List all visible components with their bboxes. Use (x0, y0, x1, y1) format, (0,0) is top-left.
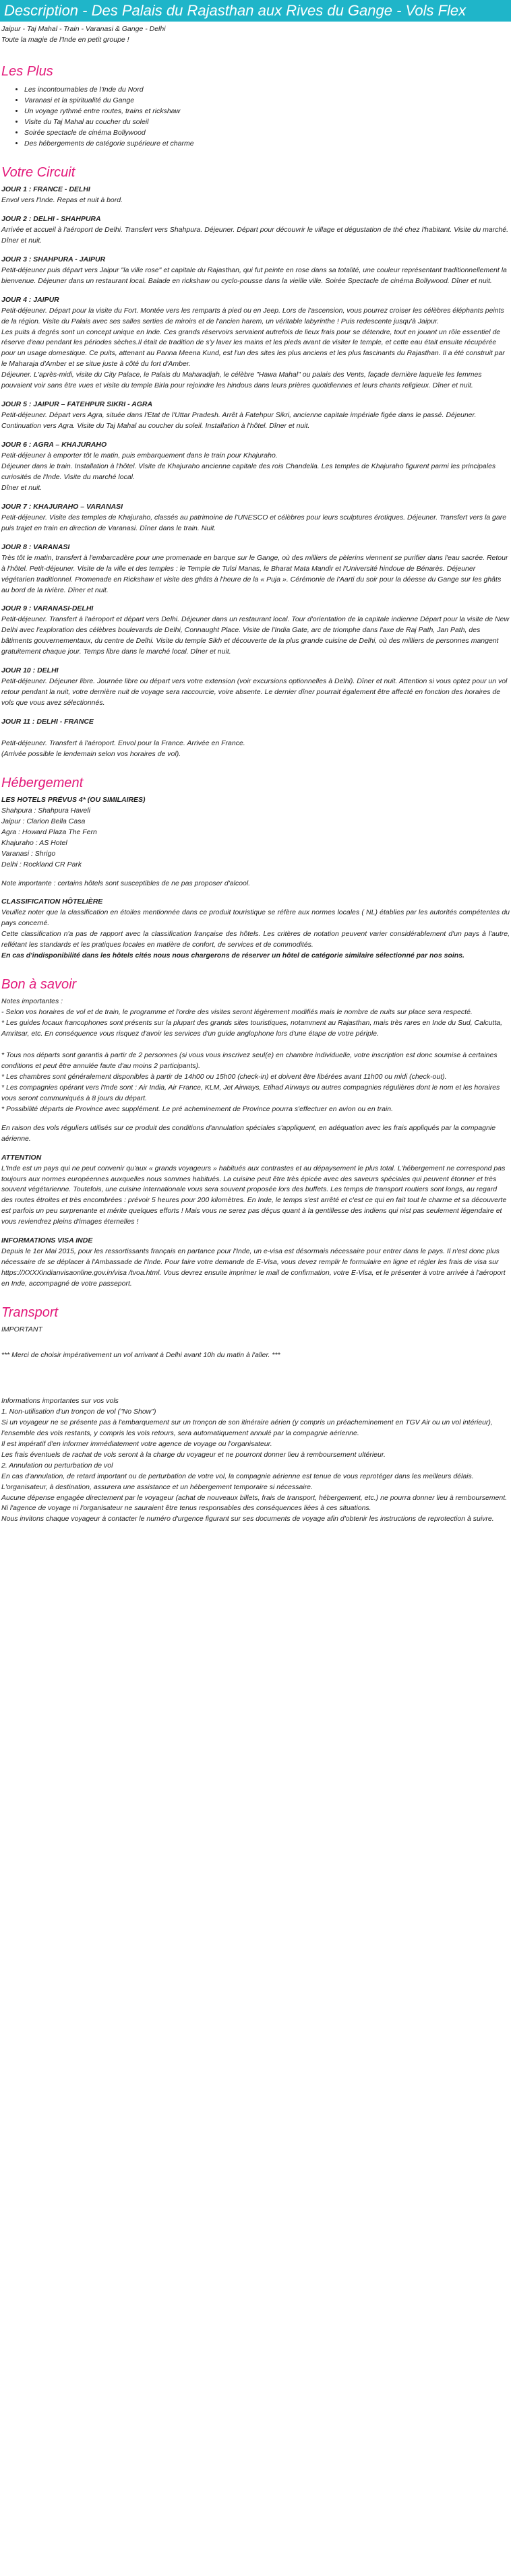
day-title: JOUR 10 : DELHI (1, 666, 59, 675)
day-title: JOUR 5 : JAIPUR – FATEHPUR SIKRI - AGRA (1, 400, 153, 409)
transport-info (1, 1396, 510, 1525)
visa-block (1, 1236, 510, 1290)
day-block (1, 400, 510, 432)
highlight-item: • Visite du Taj Mahal au coucher du soleil (24, 117, 510, 128)
section-title-bon-savoir: Bon à savoir (1, 977, 77, 993)
day-text: Petit-déjeuner. Visite des temples de Khajuraho, classés au patrimoine de l'UNESCO et célèbres pour leurs sculptures érotiques. Déjeuner. Transfert vers la gare puis trajet en train en direction de Varanasi. Dîner dans le train. Nuit. (1, 513, 507, 532)
day-text: Déjeuner dans le train. Installation à l'hôtel. Visite de Khajuraho ancienne capitale des rois Chandella. Les temples de Khajuraho figurent parmi les principales curiosités de l'Inde. Visite du marché local. (1, 462, 496, 481)
transport-line: Les frais éventuels de rachat de vols seront à la charge du voyageur et ne pourront donner lieu à remboursement ultérieur. (1, 1450, 386, 1459)
transport-line: Nous invitons chaque voyageur à contacter le numéro d'urgence figurant sur ses documents de voyage afin d'obtenir les instructions de reprotection à suivre. (1, 1515, 494, 1523)
hotel-item: Jaipur : Clarion Bella Casa (1, 817, 86, 825)
day-title: JOUR 9 : VARANASI-DELHI (1, 604, 94, 613)
transport-info-list (1, 1407, 510, 1525)
day-block (1, 717, 510, 760)
transport-line: Ni l'agence de voyage ni l'organisateur ne sauraient être tenus responsables des conséquences liées à ces situations. (1, 1504, 371, 1513)
day-text: Très tôt le matin, transfert à l'embarcadère pour une promenade en barque sur le Gange, où des milliers de pèlerins viennent se purifier dans l'eau sacrée. Retour à l'hôtel. Petit-déjeuner. Visite de la ville et des temples : le Temple de Tulsi Manas, le Bharat Mata Mandir et l'Université hindoue de Bénarès. Déjeuner végétarien traditionnel. Promenade en Rickshaw et visite des ghâts à l'heure de la « Puja ». Cérémonie de l'Aarti du soir pour la déesse du Gange sur les ghâts au bord de la rivière. Dîner et nuit. (1, 553, 508, 594)
transport-warning: *** Merci de choisir impérativement un vol arrivant à Delhi avant 10h du matin à l'aller. *** (1, 1350, 280, 1359)
transport-important-label: IMPORTANT (1, 1325, 42, 1334)
hotel-item: Khajuraho : AS Hotel (1, 838, 67, 847)
day-text: Petit-déjeuner. Départ vers Agra, située dans l'Etat de l'Uttar Pradesh. Arrêt à Fatehpur Sikri, ancienne capitale impériale figée dans le passé. Déjeuner. Continuation vers Agra. Visite du Taj Mahal au coucher du soleil. Installation à l'hôtel. Dîner et nuit. (1, 411, 477, 431)
day-text: Dîner et nuit. (1, 483, 42, 492)
day-text (1, 728, 510, 739)
hotel-item: Delhi : Rockland CR Park (1, 860, 82, 869)
day-text: Petit-déjeuner. Déjeuner libre. Journée libre ou départ vers votre extension (voir excursions optionnelles à Delhi). Dîner et nuit. Attention si vous optez pour un vol retour pendant la nuit, votre dernière nuit de voyage sera raccourcie, voire absente. Le dernier dîner pourrait également être affecté en fonction des horaires de vols que vous avez sélectionnés. (1, 677, 508, 708)
transport-line: Si un voyageur ne se présente pas à l'embarquement sur un tronçon de son itinéraire aérien (y compris un préacheminement en TGV Air ou un vol intérieur), l'ensemble des vols restants, y compris les vols retours, sera automatiquement annulé par la compagnie aérienne. (1, 1418, 493, 1437)
day-text: Petit-déjeuner. Transfert à l'aéroport. Envol pour la France. Arrivée en France. (1, 739, 245, 747)
attention-text: L'Inde est un pays qui ne peut convenir qu'aux « grands voyageurs » habitués aux contrastes et au dépaysement le plus total. L'hébergement ne correspond pas toujours aux normes européennes auxquelles nous sommes habitués. La cuisine peut être très épicée avec des saveurs spéciales qui peuvent étonner et très souvent végétarienne. Toutefois, une cuisine internationale vous sera souvent proposée lors des buffets. Les temps de transport routiers sont longs, au regard des routes étroites et très encombrées : prévoir 5 heures pour 200 kilomètres. En Inde, le temps s'est arrêté et c'est ce qui en fait tout le charme et sa découverte est parfois un peu surprenante et mérite quelques efforts ! Mais vous ne serez pas déçus quant à la gentillesse des indiens qui nist pas seulement légendaire et vous reviendrez pleins d'images éternelles ! (1, 1164, 507, 1226)
highlight-item: • Soirée spectacle de cinéma Bollywood (24, 128, 510, 139)
day-block (1, 214, 510, 247)
highlights-list (1, 85, 510, 150)
subtitle-line: Toute la magie de l'Inde en petit groupe ! (1, 36, 129, 44)
day-block (1, 255, 510, 287)
transport-info-heading: Informations importantes sur vos vols (1, 1396, 119, 1405)
day-block (1, 295, 510, 392)
visa-heading: INFORMATIONS VISA INDE (1, 1236, 93, 1245)
note-item: * Possibilité départs de Province avec supplément. Le pré acheminement de Province pourra s'effectuer en avion ou en train. (1, 1104, 394, 1113)
section-title-plus: Les Plus (1, 64, 53, 80)
note-item: * Les guides locaux francophones sont présents sur la plupart des grands sites touristiques, notamment au Rajasthan, mais très rares en Inde du Sud, Calcutta, Amritsar, etc. En conséquence vous risquez d'avoir les services d'un guide anglophone lors d'une étape de votre périple. (1, 1019, 502, 1038)
day-text: Arrivée et accueil à l'aéroport de Delhi. Transfert vers Shahpura. Déjeuner. Départ pour découvrir le village et dégustation de thé chez l'habitant. Visite du marché. Dîner et nuit. (1, 225, 509, 245)
transport-line: 2. Annulation ou perturbation de vol (1, 1461, 113, 1470)
highlight-item: • Un voyage rythmé entre routes, trains et rickshaw (24, 106, 510, 117)
hotels-note-text: Note importante : certains hôtels sont susceptibles de ne pas proposer d'alcool. (1, 879, 251, 887)
note-item: - Selon vos horaires de vol et de train, le programme et l'ordre des visites seront légèrement modifiés mais le nombre de nuits sur place sera respecté. (1, 1008, 473, 1017)
day-title: JOUR 11 : DELHI - FRANCE (1, 718, 94, 726)
section-title-hebergement: Hébergement (1, 775, 84, 790)
visa-text: Depuis le 1er Mai 2015, pour les ressortissants français en partance pour l'Inde, un e-visa est désormais nécessaire pour entrer dans le pays. Il n'est donc plus nécessaire de se déplacer à l'Ambassade de l'Inde. Pour faire votre demande de E-Visa, vous devez remplir le formulaire en ligne et régler les frais de visa sur https://XXXXindianvisaonline.gov.in/visa /tvoa.html. Vous devrez ensuite imprimer le mail de confirmation, votre E-Visa, et le présenter à votre arrivée à l'aéroport en Inde, accompagné de votre passeport. (1, 1247, 506, 1288)
classification-text: Cette classification n'a pas de rapport avec la classification française des hôtels. Les critères de notation peuvent varier considérablement d'un pays à l'autre, reflétant les standards et les pratiques locales en matière de confort, de services et de commodités. (1, 930, 510, 949)
note-item: * Les chambres sont généralement disponibles à partir de 14h00 ou 15h00 (check-in) et doivent être libérées avant 11h00 ou midi (check-out). (1, 1072, 447, 1081)
day-block (1, 666, 510, 709)
day-title: JOUR 2 : DELHI - SHAHPURA (1, 214, 101, 223)
highlight-item: • Varanasi et la spiritualité du Gange (24, 96, 510, 106)
day-text: Petit-déjeuner. Transfert à l'aéroport et départ vers Delhi. Déjeuner dans un restaurant local. Tour d'orientation de la capitale indienne Départ pour la visite de New Delhi avec l'exploration des célèbres boulevards de Delhi, Connaught Place. Visite de l'India Gate, arc de triomphe dans l'axe de Raj Path, Jan Path, des bâtiments gouvernementaux, du centre de Delhi. Visite du temple Sikh et découverte de la plus grande cuisine de Delhi, où des milliers de personnes mangent gratuitement chaque jour. Temps libre dans le marché local. Dîner et nuit. (1, 615, 510, 656)
day-block (1, 604, 510, 658)
subtitle-line: Jaipur - Taj Mahal - Train - Varanasi & Gange - Delhi (1, 25, 166, 34)
classification-text: Veuillez noter que la classification en étoiles mentionnée dans ce produit touristique se réfère aux normes locales ( NL) établies par les autorités compétentes du pays concerné. (1, 908, 510, 928)
day-block (1, 440, 510, 494)
attention-heading: ATTENTION (1, 1153, 42, 1162)
day-title: JOUR 7 : KHAJURAHO – VARANASI (1, 502, 123, 511)
highlight-item: • Des hébergements de catégorie supérieure et charme (24, 139, 510, 150)
cancel-text: En raison des vols réguliers utilisés sur ce produit des conditions d'annulation spéciales s'appliquent, en adéquation avec les frais appliqués par la compagnie aérienne. (1, 1123, 496, 1143)
day-block (1, 542, 510, 596)
subtitle (1, 24, 510, 46)
notes-heading: Notes importantes : (1, 997, 63, 1006)
day-text: Petit-déjeuner. Départ pour la visite du Fort. Montée vers les remparts à pied ou en Jeep. Lors de l'ascension, vous pourrez croiser les célèbres éléphants peints de la région. Visite du Palais avec ses salles serties de miroirs et de l'ancien harem, un véritable labyrinthe ! Puis redescente jusqu'à Jaipur. (1, 306, 504, 325)
day-title: JOUR 6 : AGRA – KHAJURAHO (1, 441, 107, 449)
transport-line: L'organisateur, à destination, assurera une assistance et un hébergement temporaire si nécessaire. (1, 1482, 313, 1491)
hotel-item: Shahpura : Shahpura Haveli (1, 806, 90, 815)
day-text: Petit-déjeuner puis départ vers Jaipur "la ville rose" et capitale du Rajasthan, qui fut peinte en rose dans sa totalité, une couleur représentant traditionnellement la bienvenue. Déjeuner dans un restaurant local. Balade en rickshaw ou cyclo-pousse dans la vieille ville. Soirée Spectacle de cinéma Bollywood. Dîner et nuit. (1, 265, 507, 285)
transport-line: 1. Non-utilisation d'un tronçon de vol ("No Show") (1, 1407, 156, 1416)
note-item: * Les compagnies opérant vers l'Inde sont : Air India, Air France, KLM, Jet Airways, Etihad Airways ou autres compagnies régulières dont le nom et les horaires vous seront communiqués à 8 jours du départ. (1, 1083, 500, 1102)
content (0, 24, 511, 1525)
notes-block (1, 997, 510, 1114)
day-block (1, 502, 510, 534)
cancel-block (1, 1123, 510, 1145)
page-title-banner: Description - Des Palais du Rajasthan aux Rives du Gange - Vols Flex (0, 0, 511, 22)
hotels-block (1, 795, 510, 871)
section-title-transport: Transport (1, 1305, 59, 1321)
attention-block (1, 1153, 510, 1228)
day-text: Les puits à degrés sont un concept unique en Inde. Ces grands réservoirs servaient autrefois de lieux frais pour se détendre, tout en jouant un rôle essentiel de réserve d'eau pendant les périodes sèches.Il était de tradition de s'y laver les mains et les pieds avant de visiter le temple, et cette eau était ensuite récupérée pour un usage domestique. Ce puits, attenant au Panna Meena Kund, est l'un des sites les plus anciens et les plus fascinants du Rajasthan. Il a été construit par le Maharaja d'Amber et se situe juste à côté du fort d'Amber. (1, 327, 505, 369)
day-text: (Arrivée possible le lendemain selon vos horaires de vol). (1, 749, 181, 758)
transport-line: Il est impératif d'en informer immédiatement votre agence de voyage ou l'organisateur. (1, 1439, 272, 1448)
note-item: * Tous nos départs sont garantis à partir de 2 personnes (si vous vous inscrivez seul(e) en chambre individuelle, votre inscription est donc soumise à certaines conditions et peut être annulée faute d'au moins 2 participants). (1, 1050, 498, 1070)
hotel-item: Agra : Howard Plaza The Fern (1, 827, 97, 836)
notes-list (1, 1007, 510, 1115)
section-title-circuit: Votre Circuit (1, 165, 76, 181)
transport-line: Aucune dépense engagée directement par le voyageur (achat de nouveaux billets, frais de transport, hébergement, etc.) ne pourra donner lieu à remboursement. (1, 1493, 508, 1502)
day-block (1, 185, 510, 206)
day-text: Petit-déjeuner à emporter tôt le matin, puis embarquement dans le train pour Khajuraho. (1, 451, 278, 460)
day-title: JOUR 1 : FRANCE - DELHI (1, 185, 90, 194)
day-text: Envol vers l'Inde. Repas et nuit à bord. (1, 195, 123, 204)
classification-heading: CLASSIFICATION HÔTELIÈRE (1, 898, 103, 906)
day-title: JOUR 8 : VARANASI (1, 542, 70, 551)
transport-line: En cas d'annulation, de retard important ou de perturbation de votre vol, la compagnie aérienne est tenue de vous reprotéger dans les meilleurs délais. (1, 1472, 474, 1480)
day-text: Déjeuner. L'après-midi, visite du City Palace, le Palais du Maharadjah, le célèbre "Hawa Mahal" ou palais des Vents, façade dernière laquelle les femmes pouvaient voir sans être vues et visite du temple Birla pour rejoindre les hindous dans leurs prières quotidiennes et leurs chants religieux. Dîner et nuit. (1, 371, 482, 390)
hotels-note (1, 879, 510, 889)
hotels-heading: LES HOTELS PRÉVUS 4* (OU SIMILAIRES) (1, 795, 146, 804)
day-title: JOUR 3 : SHAHPURA - JAIPUR (1, 255, 106, 263)
classification-block (1, 897, 510, 962)
hotel-item: Varanasi : Shrigo (1, 849, 56, 858)
transport-important (1, 1325, 510, 1361)
day-title: JOUR 4 : JAIPUR (1, 295, 59, 304)
hotel-list (1, 806, 510, 871)
itinerary (1, 185, 510, 760)
highlight-item: • Les incontournables de l'Inde du Nord (24, 85, 510, 96)
note-item (1, 1040, 510, 1050)
classification-bold: En cas d'indisponibilité dans les hôtels cités nous nous chargerons de réserver un hôtel de catégorie similaire sélectionné par nos soins. (1, 951, 464, 960)
